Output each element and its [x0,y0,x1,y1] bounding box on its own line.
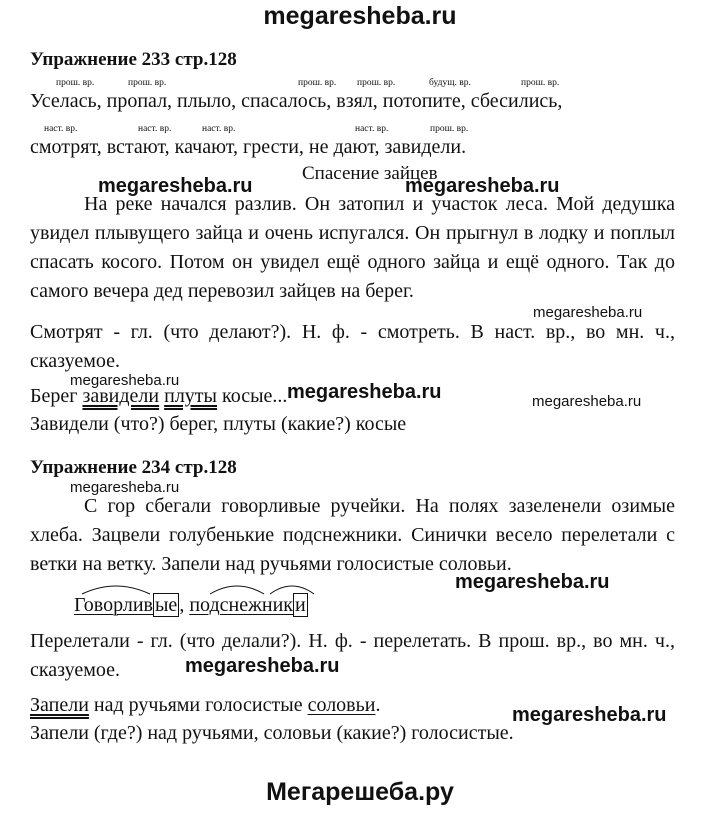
tense-tag: наст. вр. [355,124,389,134]
separator: , [179,594,190,616]
tense-tag: прош. вр. [298,78,337,88]
exercise-234-text: С гор сбегали говорливые ручейки. На полях зазеленели озимые хлеба. Зацвели голубенькие подснежники. Синички весело перелетали с ветки на ветку. Запели над ручьями голосистые соловьи. [30,495,675,575]
site-footer: Мегарешеба.ру [266,778,454,806]
watermark: megaresheba.ru [70,372,180,389]
word-stem: Говорлив [74,594,153,616]
parse-word-predicate: Запели [30,694,89,716]
parse-word-subject: Берег [30,385,78,407]
watermark: megaresheba.ru [185,655,340,677]
word-stem: подснежник [189,594,294,616]
parse-questions: Завидели (что?) берег, плуты (какие?) косые [30,413,407,435]
verbs-line-2: смотрят, встают, качают, грести, не дают, завидели. [30,136,467,158]
sentence-parse [30,385,287,408]
tense-tag: прош. вр. [128,78,167,88]
watermark: megaresheba.ru [455,571,610,593]
parse-questions-234: Запели (где?) над ручьями, соловьи (какие?) голосистые. [30,722,514,744]
parse-word-predicate: завидели [82,385,160,407]
parse-word-subject-2: плуты [164,385,217,407]
watermark: megaresheba.ru [512,704,667,726]
watermark: megaresheba.ru [287,381,442,403]
story-text: На реке начался разлив. Он затопил и участок леса. Мой дедушка увидел плывущего зайца и очень испугался. Он прыгнул в лодку и поплыл спасать косого. Потом он увидел ещё одного зайца и ещё одного. Так до самого вечера дед перевозил зайцев на берег. [30,193,675,302]
word-ending: ые [154,594,178,616]
watermark: megaresheba.ru [405,175,560,197]
verbs-line-1: Уселась, пропал, плыло, спасалось, взял, потопите, сбесились, [30,90,563,112]
tense-tag: наст. вр. [138,124,172,134]
tense-tag: наст. вр. [202,124,236,134]
tense-tag: наст. вр. [44,124,78,134]
parse-period: . [375,694,381,716]
tense-tag: прош. вр. [56,78,95,88]
site-header: megaresheba.ru [263,2,457,30]
morpheme-analysis [74,594,308,617]
watermark: megaresheba.ru [533,304,643,321]
watermark: megaresheba.ru [70,479,180,496]
root-arc [210,586,264,594]
exercise-233-title: Упражнение 233 стр.128 [30,49,237,70]
exercise-234-title: Упражнение 234 стр.128 [30,457,237,478]
verb-analysis-234: Перелетали - гл. (что делали?). Н. ф. - перелетать. В прош. вр., во мн. ч., сказуемое. [30,630,675,681]
watermark: megaresheba.ru [532,393,642,410]
parse-word-modifier: косые... [222,385,288,407]
root-arc [82,586,150,594]
verb-analysis: Смотрят - гл. (что делают?). Н. ф. - смотреть. В наст. вр., во мн. ч., сказуемое. [30,321,675,372]
tense-tag: прош. вр. [521,78,560,88]
watermark: megaresheba.ru [98,175,253,197]
parse-word-subject: соловьи [307,694,376,716]
tense-tag: прош. вр. [430,124,469,134]
parse-words-middle: над ручьями голосистые [93,694,303,716]
tense-tag: прош. вр. [357,78,396,88]
sentence-parse-234 [30,694,380,717]
tense-tag: будущ. вр. [429,78,471,88]
word-ending: и [295,594,306,616]
story-title: Спасение зайцев [302,163,438,184]
